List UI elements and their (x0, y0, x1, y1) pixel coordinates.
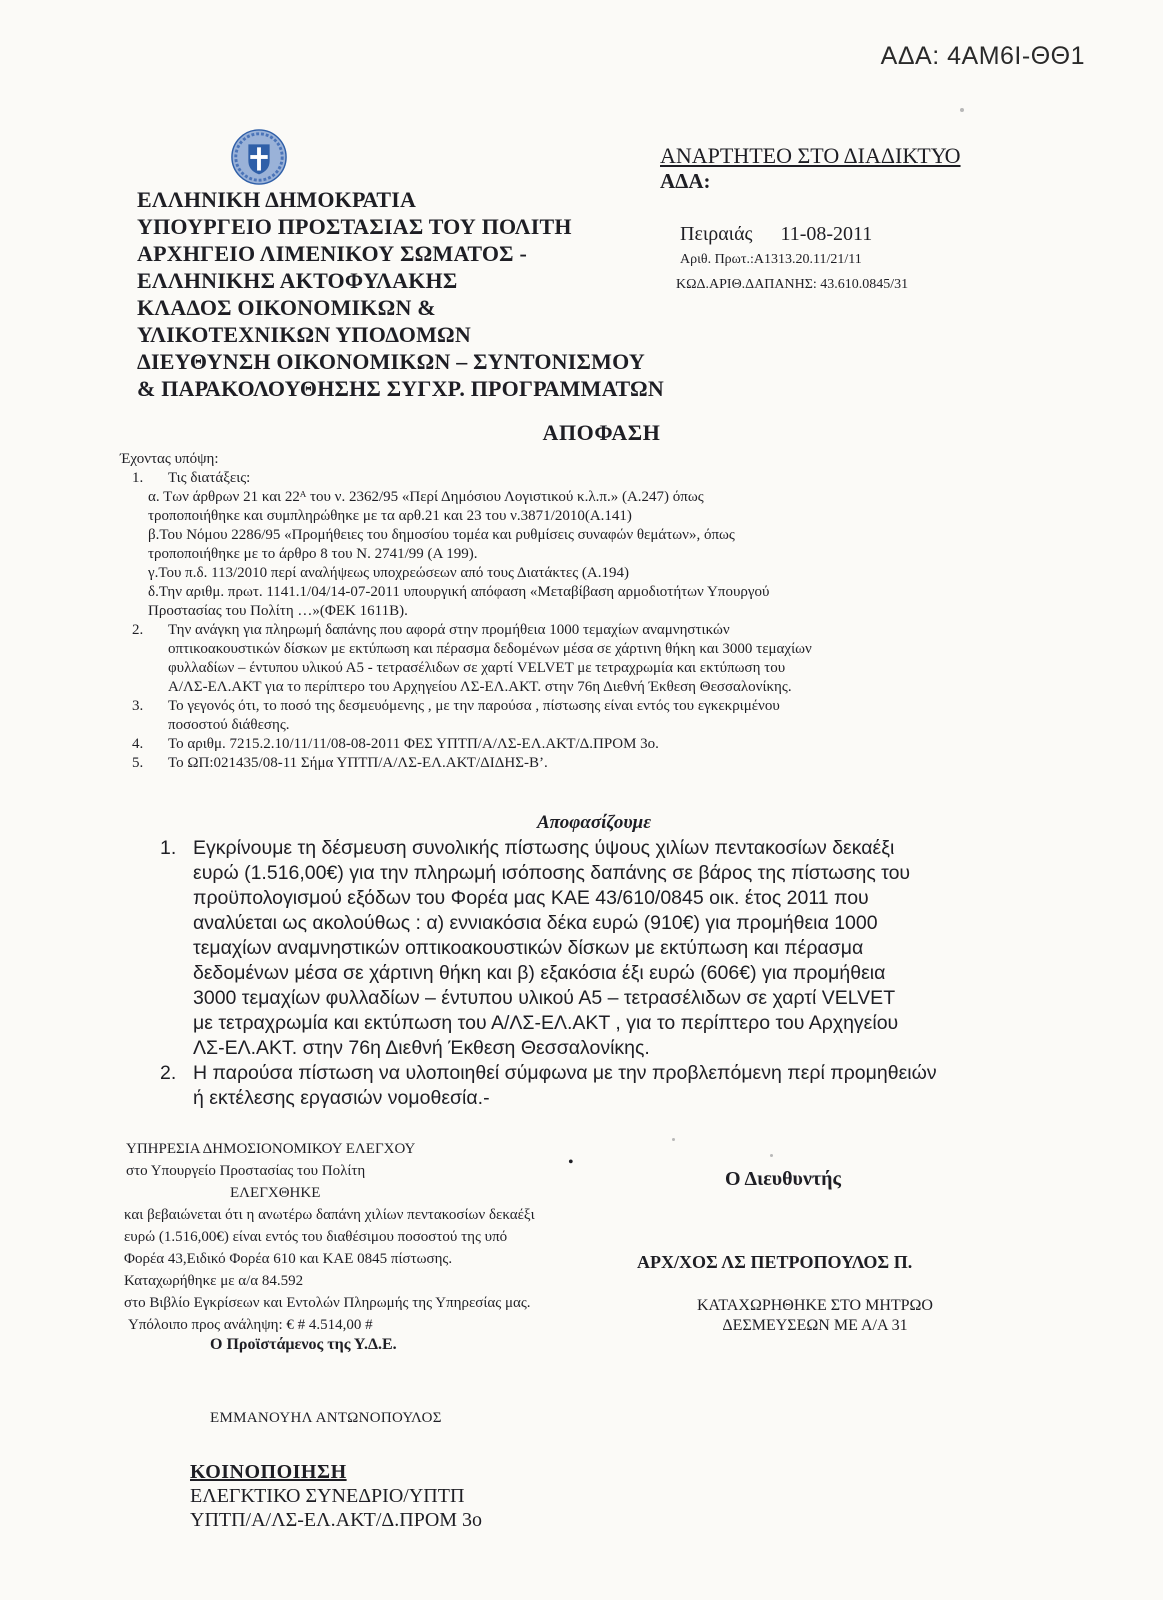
decision-number: 2. (160, 1062, 177, 1084)
scan-speck (770, 1154, 773, 1157)
decision-item (160, 1061, 980, 1111)
considering-section (120, 450, 980, 773)
control-line: Καταχωρήθηκε με α/α 84.592 (124, 1273, 304, 1289)
considering-text: οπτικοακουστικών δίσκων με εκτύπωση και πέρασμα δεδομένων μέσα σε χάρτινη θήκη και 3000 τεμαχίων (168, 641, 812, 657)
considering-row (120, 716, 980, 735)
considering-row (120, 678, 980, 697)
considering-text: α. Των άρθρων 21 και 22ᴬ του ν. 2362/95 «Περί Δημόσιου Λογιστικού κ.λ.π.» (Α.247) όπως (148, 489, 704, 505)
decision-line: Η παρούσα πίστωση να υλοποιηθεί σύμφωνα με την προβλεπόμενη περί προμηθειών (193, 1062, 937, 1084)
post-online-block (660, 143, 1000, 194)
considering-row (120, 526, 980, 545)
control-line: ΥΠΗΡΕΣΙΑ ΔΗΜΟΣΙΟΝΟΜΙΚΟΥ ΕΛΕΓΧΟΥ (126, 1141, 416, 1157)
director-title: Ο Διευθυντής (725, 1168, 841, 1190)
considering-text: φυλλαδίων – έντυπου υλικού Α5 - τετρασέλιδων σε χαρτί VELVET με τετραχρωμία και εκτύπωση του (168, 660, 786, 676)
director-name: ΑΡΧ/ΧΟΣ ΛΣ ΠΕΤΡΟΠΟΥΛΟΣ Π. (637, 1252, 913, 1272)
greek-emblem-icon (230, 128, 288, 186)
organization-header (137, 186, 664, 402)
decision-line: προϋπολογισμού εξόδων του Φορέα μας ΚΑΕ 43/610/0845 οικ. έτος 2011 που (193, 887, 869, 909)
registry-line: ΚΑΤΑΧΩΡΗΘΗΚΕ ΣΤΟ ΜΗΤΡΩΟ (697, 1297, 933, 1314)
considering-text: Το γεγονός ότι, το ποσό της δεσμευόμενης , με την παρούσα , πίστωσης είναι εντός του εγκεκριμένου (168, 698, 780, 714)
notification-line: ΥΠΤΠ/Α/ΛΣ-ΕΛ.ΑΚΤ/Δ.ΠΡΟΜ 3ο (190, 1509, 483, 1531)
considering-text: τροποποιήθηκε και συμπληρώθηκε με τα αρθ.21 και 23 του ν.3871/2010(Α.141) (148, 508, 632, 524)
control-line: Υπόλοιπο προς ανάληψη: € # 4.514,00 # (128, 1317, 373, 1333)
decision-line: δεδομένων μέσα σε χάρτινη θήκη και β) εξακόσια έξι ευρώ (606€) για προμήθεια (193, 962, 886, 984)
considering-row (120, 621, 980, 640)
protocol-number: Αριθ. Πρωτ.:Α1313.20.11/21/11 (680, 252, 862, 267)
decision-line: ή εκτέλεσης εργασιών νομοθεσία.- (193, 1087, 490, 1109)
control-line: ΕΛΕΓΧΘΗΚΕ (230, 1185, 321, 1201)
considering-row (120, 583, 980, 602)
registry-line: ΔΕΣΜΕΥΣΕΩΝ ΜΕ Α/Α 31 (722, 1317, 908, 1334)
considering-row (120, 469, 980, 488)
considering-row (120, 507, 980, 526)
decision-line: με τετραχρωμία και εκτύπωση του Α/ΛΣ-ΕΛ.ΑΚΤ , για το περίπτερο του Αρχηγείου (193, 1012, 899, 1034)
decision-line: ΛΣ-ΕΛ.ΑΚΤ. στην 76η Διεθνή Έκθεση Θεσσαλονίκης. (193, 1037, 650, 1059)
org-line: ΕΛΛΗΝΙΚΗ ΔΗΜΟΚΡΑΤΙΑ (137, 187, 417, 212)
decision-title: ΑΠΟΦΑΣΗ (542, 420, 661, 445)
post-online-label: ΑΝΑΡΤΗΤΕΟ ΣΤΟ ΔΙΑΔΙΚΤΥΟ (660, 143, 961, 168)
dot-mark: • (568, 1154, 574, 1171)
registry-note (650, 1296, 980, 1336)
decision-line: ευρώ (1.516,00€) για την πληρωμή ισόποσης δαπάνης σε βάρος της πίστωσης του (193, 862, 911, 884)
considering-row (120, 697, 980, 716)
considering-text: ποσοστού διάθεσης. (168, 717, 290, 733)
considering-row (120, 602, 980, 621)
considering-row (120, 640, 980, 659)
considering-text: Προστασίας του Πολίτη …»(ΦΕΚ 1611Β). (148, 603, 408, 619)
considering-text: γ.Του π.δ. 113/2010 περί αναλήψεως υποχρεώσεων από τους Διατάκτες (Α.194) (148, 565, 629, 581)
considering-intro: Έχοντας υπόψη: (120, 451, 219, 467)
decision-line: αναλύεται ως ακολούθως : α) εννιακόσια δέκα ευρώ (910€) για προμήθεια 1000 (193, 912, 878, 934)
org-line: ΕΛΛΗΝΙΚΗΣ ΑΚΤΟΦΥΛΑΚΗΣ (137, 268, 458, 293)
scan-speck (672, 1138, 675, 1141)
place-date (680, 223, 872, 246)
decision-line: τεμαχίων αναμνηστικών οπτικοακουστικών δίσκων με εκτύπωση και πέρασμα (193, 937, 864, 959)
considering-row (120, 659, 980, 678)
considering-number: 2. (132, 622, 144, 638)
notification-title: ΚΟΙΝΟΠΟΙΗΣΗ (190, 1461, 347, 1483)
notification-block (190, 1460, 482, 1532)
decision-line: Εγκρίνουμε τη δέσμευση συνολικής πίστωσης ύψους χιλίων πεντακοσίων δεκαέξι (193, 837, 895, 859)
considering-row (120, 564, 980, 583)
place: Πειραιάς (680, 223, 753, 245)
considering-number: 5. (132, 755, 144, 771)
decision-line: 3000 τεμαχίων φυλλαδίων – έντυπου υλικού Α5 – τετρασέλιδων σε χαρτί VELVET (193, 987, 896, 1009)
decisions-list (160, 836, 980, 1111)
date: 11-08-2011 (780, 223, 873, 245)
ada-field-label: ΑΔΑ: (660, 169, 711, 193)
org-line: ΔΙΕΥΘΥΝΣΗ ΟΙΚΟΝΟΜΙΚΩΝ – ΣΥΝΤΟΝΙΣΜΟΥ (137, 349, 645, 374)
decision-item (160, 836, 980, 1061)
considering-text: Το ΩΠ:021435/08-11 Σήμα ΥΠΤΠ/Α/ΛΣ-ΕΛ.ΑΚΤ/ΔΙΔΗΣ-Β’. (168, 755, 548, 771)
considering-text: Α/ΛΣ-ΕΛ.ΑΚΤ για το περίπτερο του Αρχηγείου ΛΣ-ΕΛ.ΑΚΤ. στην 76η Διεθνή Έκθεση Θεσσαλονίκης. (168, 679, 792, 695)
decision-number: 1. (160, 837, 177, 859)
chief-name: ΕΜΜΑΝΟΥΗΛ ΑΝΤΩΝΟΠΟΥΛΟΣ (210, 1410, 442, 1426)
considering-text: τροποποιήθηκε με το άρθρο 8 του Ν. 2741/99 (Α 199). (148, 546, 478, 562)
we-decide-heading: Αποφασίζουμε (536, 812, 652, 833)
org-line: ΥΠΟΥΡΓΕΙΟ ΠΡΟΣΤΑΣΙΑΣ ΤΟΥ ΠΟΛΙΤΗ (137, 214, 572, 239)
expense-code: ΚΩΔ.ΑΡΙΘ.ΔΑΠΑΝΗΣ: 43.610.0845/31 (676, 277, 909, 292)
considering-row (120, 735, 980, 754)
control-line: Φορέα 43,Ειδικό Φορέα 610 και ΚΑΕ 0845 πίστωσης. (124, 1251, 453, 1267)
ada-number: ΑΔΑ: 4ΑΜ6Ι-ΘΘ1 (880, 42, 1085, 70)
considering-row (120, 545, 980, 564)
considering-row (120, 488, 980, 507)
considering-row (120, 754, 980, 773)
considering-text: β.Του Νόμου 2286/95 «Προμήθειες του δημοσίου τομέα και ρυθμίσεις συναφών θεμάτων», όπως (148, 527, 735, 543)
considering-text: Την ανάγκη για πληρωμή δαπάνης που αφορά στην προμήθεια 1000 τεμαχίων αναμνηστικών (168, 622, 730, 638)
considering-number: 3. (132, 698, 144, 714)
fiscal-control-block (124, 1138, 644, 1336)
control-line: ευρώ (1.516,00€) είναι εντός του διαθέσιμου ποσοστού της υπό (124, 1229, 508, 1245)
considering-text: Το αριθμ. 7215.2.10/11/11/08-08-2011 ΦΕΣ ΥΠΤΠ/Α/ΛΣ-ΕΛ.ΑΚΤ/Δ.ΠΡΟΜ 3ο. (168, 736, 659, 752)
control-line: και βεβαιώνεται ότι η ανωτέρω δαπάνη χιλίων πεντακοσίων δεκαέξι (124, 1207, 535, 1223)
considering-text: δ.Την αριθμ. πρωτ. 1141.1/04/14-07-2011 υπουργική απόφαση «Μεταβίβαση αρμοδιοτήτων Υπουργού (148, 584, 770, 600)
considering-text: Τις διατάξεις: (168, 470, 251, 486)
considering-number: 4. (132, 736, 144, 752)
considering-number: 1. (132, 470, 144, 486)
chief-title: Ο Προϊστάμενος της Υ.Δ.Ε. (210, 1336, 397, 1353)
org-line: & ΠΑΡΑΚΟΛΟΥΘΗΣΗΣ ΣΥΓΧΡ. ΠΡΟΓΡΑΜΜΑΤΩΝ (137, 376, 664, 401)
notification-line: ΕΛΕΓΚΤΙΚΟ ΣΥΝΕΔΡΙΟ/ΥΠΤΠ (190, 1485, 465, 1507)
org-line: ΥΛΙΚΟΤΕΧΝΙΚΩΝ ΥΠΟΔΟΜΩΝ (137, 322, 471, 347)
scan-speck (960, 108, 964, 112)
org-line: ΑΡΧΗΓΕΙΟ ΛΙΜΕΝΙΚΟΥ ΣΩΜΑΤΟΣ - (137, 241, 527, 266)
control-line: στο Βιβλίο Εγκρίσεων και Εντολών Πληρωμής της Υπηρεσίας μας. (124, 1295, 531, 1311)
control-line: στο Υπουργείο Προστασίας του Πολίτη (126, 1163, 366, 1179)
org-line: ΚΛΑΔΟΣ ΟΙΚΟΝΟΜΙΚΩΝ & (137, 295, 436, 320)
